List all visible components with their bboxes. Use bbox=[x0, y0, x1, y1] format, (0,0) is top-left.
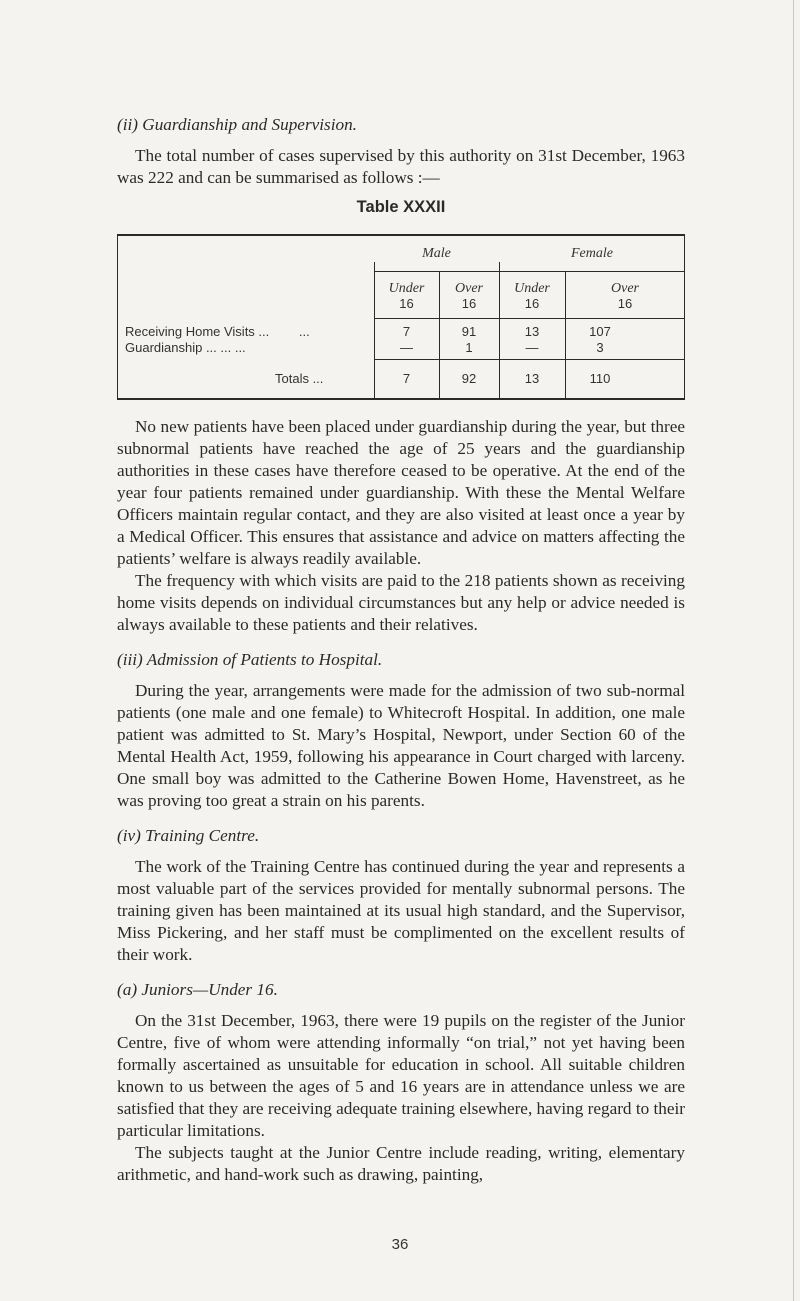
row-label-totals: Totals ... bbox=[275, 371, 324, 386]
section-iv-title: Training Centre. bbox=[145, 826, 260, 845]
subhead-male-under-age: 16 bbox=[399, 296, 414, 311]
cell-visits-female-under: 13 bbox=[524, 324, 540, 339]
section-ii-number: (ii) bbox=[117, 115, 138, 134]
cell-total-male-under: 7 bbox=[402, 371, 411, 386]
section-ii bbox=[117, 114, 685, 189]
section-a-title: Juniors—Under 16. bbox=[141, 980, 278, 999]
paragraph-guardianship-status: No new patients have been placed under guardianship during the year, but three subnormal patients have reached the age of 25 years and the guardianship authorities in these cases have therefore ceased to be operative. At the end of the year four patients remained under guardianship. With these the Mental Welfare Officers maintain regular contact, and they are also visited at least once a year by a Medical Officer. This ensures that assistance and advice on matters affecting the patients’ welfare is always readily available. bbox=[117, 417, 685, 568]
guardianship-table bbox=[117, 234, 685, 400]
cell-visits-male-under: 7 bbox=[402, 324, 411, 339]
row-label-home-visits bbox=[125, 324, 310, 339]
rule-under-subheads bbox=[374, 318, 685, 319]
section-iii-body: During the year, arrangements were made for the admission of two sub-normal patients (one male and one female) to Whitecroft Hospital. In addition, one male patient was admitted to St. Mary’s Hospital, Newport, under Section 60 of the Mental Health Act, 1959, following his appearance in Court charged with larceny. One small boy was admitted to the Catherine Bowen Home, Havenstreet, as he was proving too great a strain on his parents. bbox=[117, 681, 685, 810]
subhead-male-over-word: Over bbox=[455, 281, 483, 296]
row-label-home-visits-dots: ... bbox=[298, 324, 310, 339]
subhead-female-under-word: Under bbox=[514, 281, 550, 296]
group-male: Male bbox=[422, 246, 451, 261]
section-ii-title: Guardianship and Supervision. bbox=[142, 115, 357, 134]
cell-guardianship-male-under: — bbox=[400, 340, 413, 355]
section-a-body-2: The subjects taught at the Junior Centre include reading, writing, elementary arithmetic, and hand-work such as drawing, painting, bbox=[117, 1143, 685, 1184]
subhead-female-under bbox=[499, 281, 565, 311]
table-bottom-rule bbox=[117, 398, 685, 400]
subhead-female-over-word: Over bbox=[611, 281, 639, 296]
cell-guardianship-female-over: 3 bbox=[596, 340, 604, 355]
section-iii-title: Admission of Patients to Hospital. bbox=[146, 650, 383, 669]
section-iii-number: (iii) bbox=[117, 650, 143, 669]
section-ii-intro: The total number of cases supervised by this authority on 31st December, 1963 was 222 and can be summarised as follows :— bbox=[117, 146, 685, 187]
section-a-number: (a) bbox=[117, 980, 138, 999]
group-female: Female bbox=[571, 246, 613, 261]
page-edge bbox=[793, 0, 794, 1301]
cell-guardianship-female-under: — bbox=[525, 340, 539, 355]
section-iv-number: (iv) bbox=[117, 826, 141, 845]
subhead-female-under-age: 16 bbox=[524, 296, 540, 311]
paragraph-visit-frequency: The frequency with which visits are paid to the 218 patients shown as receiving home visits depends on individual circumstances but any help or advice needed is always available to these patients and their relatives. bbox=[117, 571, 685, 634]
cell-total-male-over: 92 bbox=[461, 371, 477, 386]
subhead-male-over-age: 16 bbox=[461, 296, 477, 311]
table-left-rule bbox=[117, 234, 118, 400]
subhead-male-under bbox=[374, 281, 439, 311]
cell-visits-female-over: 107 bbox=[589, 324, 611, 339]
rule-under-groups bbox=[374, 271, 685, 272]
cell-total-female-under: 13 bbox=[524, 371, 540, 386]
section-a-heading bbox=[117, 979, 685, 1001]
cell-guardianship-male-over: 1 bbox=[465, 340, 473, 355]
table-top-rule bbox=[117, 234, 685, 236]
subhead-male-over bbox=[439, 281, 499, 311]
table-title: Table XXXII bbox=[356, 198, 446, 216]
section-a-body-1: On the 31st December, 1963, there were 19 pupils on the register of the Junior Centre, five of whom were attending informally “on trial,” not yet having been formally ascertained as unsuitable for education in school. All suitable children known to us between the ages of 5 and 16 years are in attendance unless we are satisfied that they are receiving adequate training elsewhere, having regard to their particular limitations. bbox=[117, 1011, 685, 1140]
section-iii-heading bbox=[117, 649, 685, 671]
section-iv-body: The work of the Training Centre has continued during the year and represents a most valuable part of the services provided for mentally subnormal persons. The training given has been maintained at its usual high standard, and the Supervisor, Miss Pickering, and her staff must be complimented on the excellent results of their work. bbox=[117, 857, 685, 964]
cell-total-female-over: 110 bbox=[589, 371, 611, 386]
subhead-male-under-word: Under bbox=[388, 281, 425, 296]
rule-above-totals bbox=[374, 359, 685, 360]
page-number: 36 bbox=[391, 1236, 409, 1253]
row-label-guardianship: Guardianship ... ... ... bbox=[125, 340, 246, 355]
row-label-home-visits-text: Receiving Home Visits ... bbox=[125, 324, 270, 339]
section-iv-heading bbox=[117, 825, 685, 847]
cell-visits-male-over: 91 bbox=[461, 324, 477, 339]
body-text bbox=[117, 416, 685, 1186]
section-ii-heading bbox=[117, 114, 685, 136]
subhead-female-over bbox=[565, 281, 685, 311]
subhead-female-over-age: 16 bbox=[617, 296, 633, 311]
